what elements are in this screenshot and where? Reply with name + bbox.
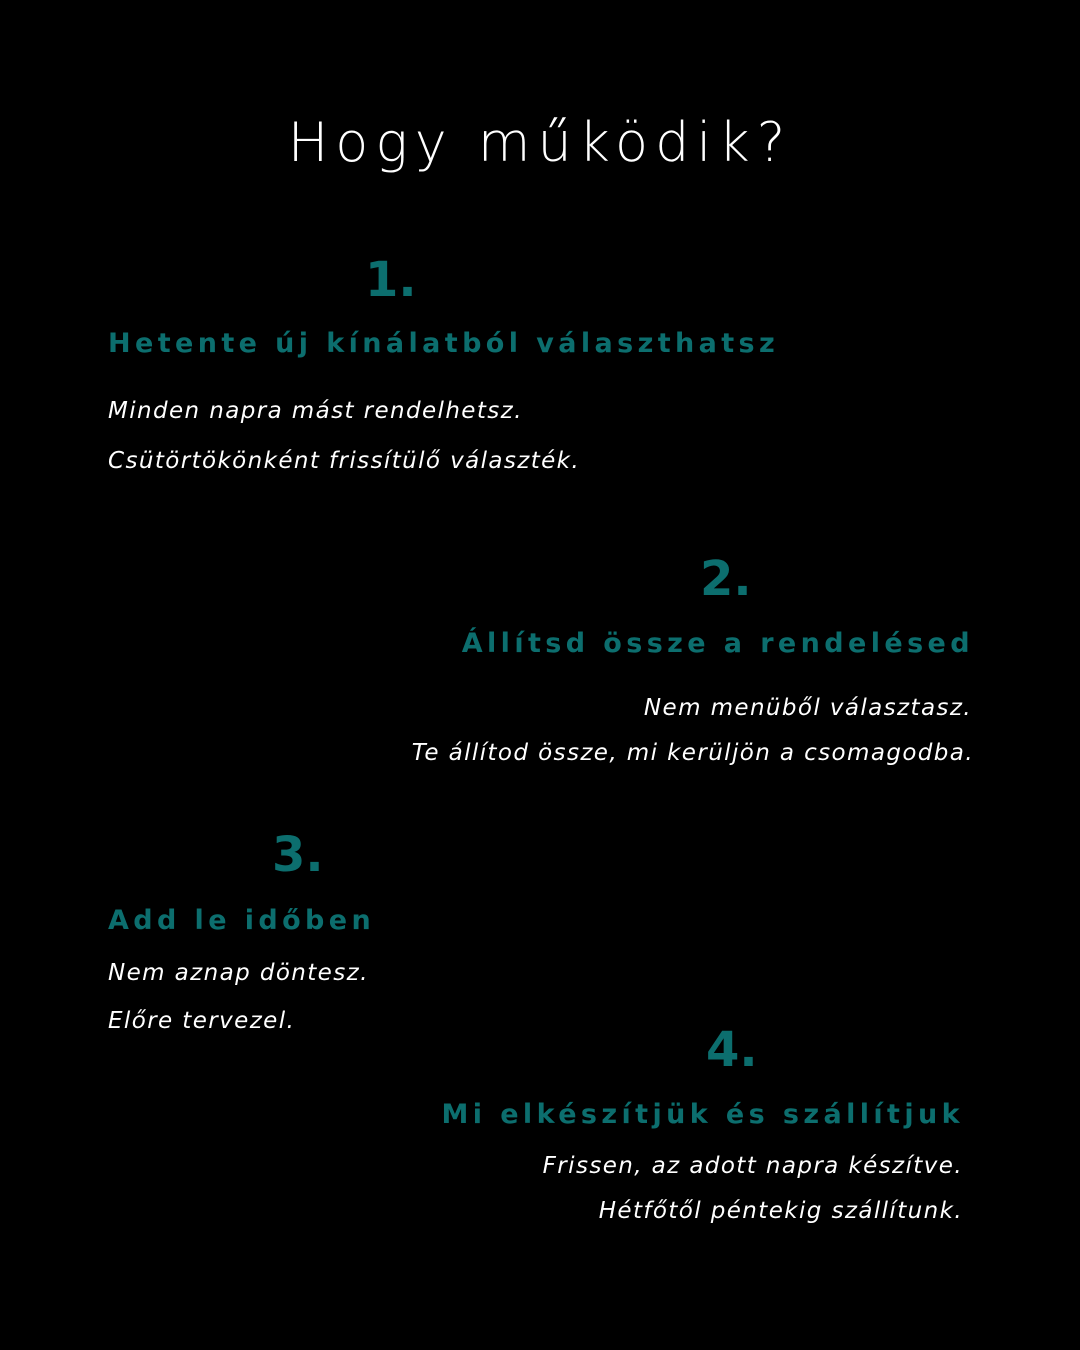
step-1-heading: Hetente új kínálatból választhatsz — [108, 328, 780, 359]
step-2-number: 2. — [700, 551, 752, 607]
step-2-text-line-2: Te állítod össze, mi kerüljön a csomagodba. — [411, 740, 974, 766]
step-3-heading: Add le időben — [108, 905, 376, 936]
step-1-text-line-1: Minden napra mást rendelhetsz. — [108, 398, 523, 424]
page-title: Hogy működik? — [287, 111, 793, 174]
step-2-heading: Állítsd össze a rendelésed — [461, 628, 974, 659]
step-3-number: 3. — [272, 827, 324, 883]
step-4-text-line-2: Hétfőtől péntekig szállítunk. — [598, 1198, 963, 1224]
step-4-text-line-1: Frissen, az adott napra készítve. — [542, 1153, 963, 1179]
step-1-text-line-2: Csütörtökönként frissítülő választék. — [108, 448, 581, 474]
step-4-number: 4. — [706, 1022, 758, 1078]
step-4-heading: Mi elkészítjük és szállítjuk — [441, 1099, 964, 1130]
step-2-text-line-1: Nem menüből választasz. — [643, 695, 972, 721]
step-3-text-line-1: Nem aznap döntesz. — [108, 960, 369, 986]
step-1-number: 1. — [365, 252, 417, 308]
step-3-text-line-2: Előre tervezel. — [108, 1008, 296, 1034]
